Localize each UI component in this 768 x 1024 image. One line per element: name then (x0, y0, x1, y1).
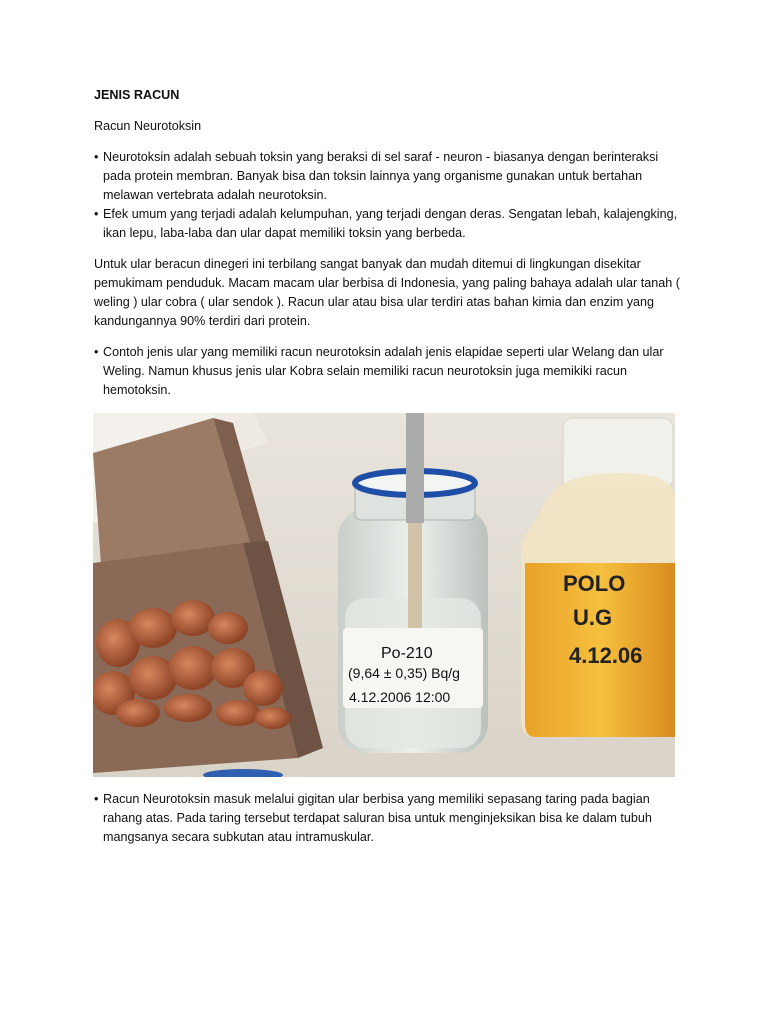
bullet-list-1 (94, 148, 684, 243)
bullet-list-3 (94, 790, 684, 847)
page-title: JENIS RACUN (94, 88, 180, 102)
list-item: • Efek umum yang terjadi adalah kelumpuhan, yang terjadi dengan deras. Sengatan lebah, kalajengking, ikan lepu, laba-laba dan ular dapat memiliki toksin yang berbeda. (94, 205, 684, 243)
photo-po210-sample (93, 413, 675, 777)
list-item: • Contoh jenis ular yang memiliki racun neurotoksin adalah jenis elapidae seperti ular Welang dan ular Weling. Namun khusus jenis ular Kobra selain memiliki racun neurotoksin juga memikiki racun hemotoksin. (94, 343, 684, 400)
jar-label-line1: Po-210 (381, 645, 433, 662)
bullet-list-2 (94, 343, 684, 400)
list-item: • Racun Neurotoksin masuk melalui gigitan ular berbisa yang memiliki sepasang taring pada bagian rahang atas. Pada taring tersebut terdapat saluran bisa untuk menginjeksikan bisa ke dalam tubuh mangsanya secara subkutan atau intramuskular. (94, 790, 684, 847)
jar-label-line2: (9,64 ± 0,35) Bq/g (348, 665, 460, 681)
bottle-label-line1: POLO (563, 571, 626, 596)
body-paragraph: Untuk ular beracun dinegeri ini terbilang sangat banyak dan mudah ditemui di lingkungan disekitar pemukimam penduduk. Macam macam ular berbisa di Indonesia, yang paling bahaya adalah ular tanah ( weling ) ular cobra ( ular sendok ). Racun ular atau bisa ular terdiri atas bahan kimia dan enzim yang kandungannya 90% terdiri dari protein. (94, 257, 680, 328)
bottle-label-line3: 4.12.06 (569, 643, 643, 668)
jar-label-line3: 4.12.2006 12:00 (349, 689, 451, 705)
bottle-label-line2: U.G (573, 605, 613, 630)
section-subtitle: Racun Neurotoksin (94, 119, 202, 133)
list-item: • Neurotoksin adalah sebuah toksin yang beraksi di sel saraf - neuron - biasanya dengan berinteraksi pada protein membran. Banyak bisa dan toksin lainnya yang organisme gunakan untuk bertahan melawan vertebrata adalah neurotoksin. (94, 148, 684, 205)
